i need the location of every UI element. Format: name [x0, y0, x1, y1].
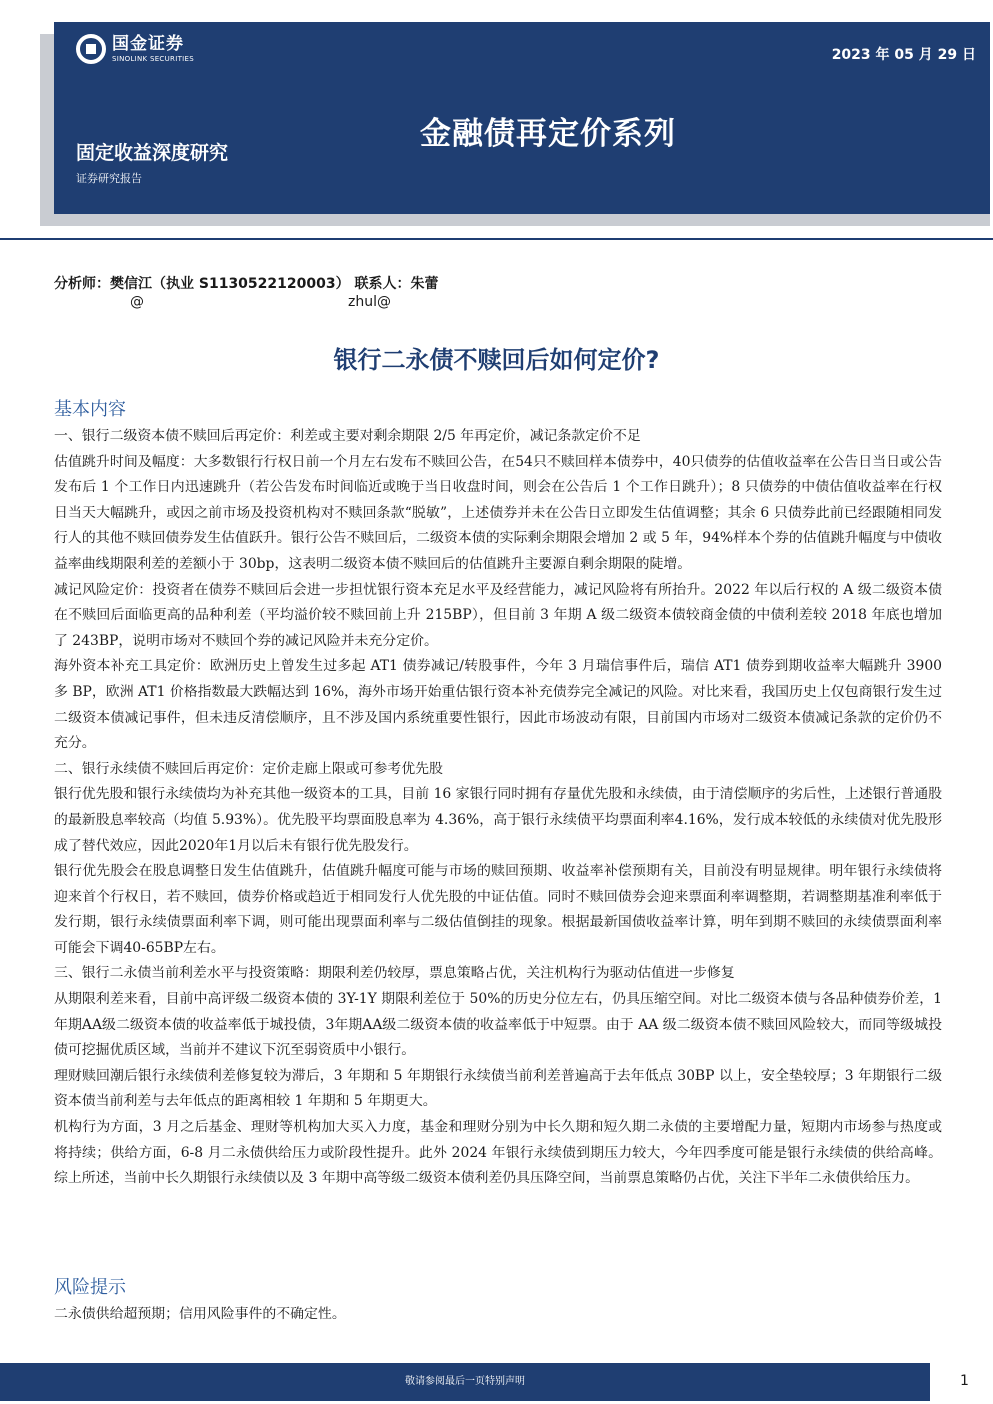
logo-text — [112, 33, 194, 63]
report-type: 证券研究报告 — [76, 172, 142, 185]
main-title: 银行二永债不赎回后如何定价? — [333, 346, 660, 374]
page-number: 1 — [960, 1373, 969, 1389]
report-date: 2023 年 05 月 29 日 — [831, 47, 976, 63]
body-paragraph: 银行优先股和银行永续债均为补充其他一级资本的工具，目前 16 家银行同时拥有存量优先股和永续债，由于清偿顺序的劣后性，上述银行普通股的最新股息率较高（均值 5.93%）。优先股平均票面股息率为 4.36%，高于银行永续债平均票面利率4.16%，发行成本较低的永续债对优先股形成了替代效应，因此2020年1月以后未有银行优先股发行。 — [54, 786, 942, 854]
body-paragraph: 从期限利差来看，目前中高评级二级资本债的 3Y-1Y 期限利差位于 50%的历史分位左右，仍具压缩空间。对比二级资本债与各品种债券价差，1年期AA级二级资本债的收益率低于城投债，3年期AA级二级资本债的收益率低于中短票。由于 AA 级二级资本债不赎回风险较大，而同等级城投债可挖掘优质区域，当前并不建议下沉至弱资质中小银行。 — [54, 991, 942, 1059]
report-category: 固定收益深度研究 — [76, 142, 229, 164]
analyst-line: 分析师：樊信江（执业 S1130522120003） 联系人：朱蕾 — [54, 276, 439, 292]
sinolink-logo-icon — [76, 34, 106, 64]
logo-cn: 国金证券 — [112, 33, 184, 54]
analyst-email[interactable]: @ — [130, 294, 144, 310]
body-paragraph: 银行优先股会在股息调整日发生估值跳升，估值跳升幅度可能与市场的赎回预期、收益率补偿预期有关，目前没有明显规律。明年银行永续债将迎来首个行权日，若不赎回，债券价格或趋近于相同发行人优先股的中证估值。同时不赎回债券会迎来票面利率调整期，若调整期基准利率低于发行期，银行永续债票面利率下调，则可能出现票面利率与二级估值倒挂的现象。根据最新国债收益率计算，明年到期不赎回的永续债票面利率可能会下调40-65BP左右。 — [54, 863, 942, 956]
report-body — [54, 424, 942, 1192]
series-title: 金融债再定价系列 — [420, 116, 676, 152]
company-logo — [76, 34, 194, 64]
section-heading-risk: 风险提示 — [54, 1277, 126, 1298]
body-paragraph: 减记风险定价：投资者在债券不赎回后会进一步担忧银行资本充足水平及经营能力，减记风险将有所抬升。2022 年以后行权的 A 级二级资本债在不赎回后面临更高的品种利差（平均溢价较不赎回前上升 215BP），但目前 3 年期 A 级二级资本债较商金债的中债利差较 2018 年底也增加了 243BP，说明市场对不赎回个券的减记风险并未充分定价。 — [54, 581, 942, 649]
body-paragraph: 二、银行永续债不赎回后再定价：定价走廊上限或可参考优先股 — [54, 760, 443, 777]
footer-disclaimer: 敬请参阅最后一页特别声明 — [0, 1363, 930, 1401]
logo-en: SINOLINK SECURITIES — [112, 54, 194, 63]
body-paragraph: 机构行为方面，3 月之后基金、理财等机构加大买入力度，基金和理财分别为中长久期和短久期二永债的主要增配力量，短期内市场参与热度或将持续；供给方面，6-8 月二永债供给压力或阶段性提升。此外 2024 年银行永续债到期压力较大，今年四季度可能是银行永续债的供给高峰。综上所述，当前中长久期银行永续债以及 3 年期中高等级二级资本债利差仍具压降空间，当前票息策略仍占优，关注下半年二永债供给压力。 — [54, 1119, 942, 1187]
body-paragraph: 理财赎回潮后银行永续债利差修复较为滞后，3 年期和 5 年期银行永续债当前利差普遍高于去年低点 30BP 以上，安全垫较厚；3 年期银行二级资本债当前利差与去年低点的距离相较 1 年期和 5 年期更大。 — [54, 1067, 942, 1110]
contact-email[interactable]: zhul@ — [348, 294, 391, 310]
risk-text: 二永债供给超预期；信用风险事件的不确定性。 — [54, 1306, 346, 1322]
section-heading-basic: 基本内容 — [54, 399, 126, 420]
body-paragraph: 估值跳升时间及幅度：大多数银行行权日前一个月左右发布不赎回公告，在54只不赎回样本债券中，40只债券的估值收益率在公告日当日或公告发布后 1 个工作日内迅速跳升（若公告发布时间临近或晚于当日收盘时间，则会在公告后 1 个工作日跳升）；8 只债券的中债估值收益率在行权日当天大幅跳升，或因之前市场及投资机构对不赎回条款“脱敏”，上述债券并未在公告日立即发生估值调整；其余 6 只债券此前已经跟随相同发行人的其他不赎回债券发生估值跃升。银行公告不赎回后，二级资本债的实际剩余期限会增加 2 或 5 年，94%样本个券的估值跳升幅度与中债收益率曲线期限利差的差额小于 30bp，这表明二级资本债不赎回后的估值跳升主要源自剩余期限的陡增。 — [54, 453, 942, 572]
body-paragraph: 三、银行二永债当前利差水平与投资策略：期限利差仍较厚，票息策略占优，关注机构行为驱动估值进一步修复 — [54, 965, 735, 982]
body-paragraph: 海外资本补充工具定价：欧洲历史上曾发生过多起 AT1 债券减记/转股事件，今年 3 月瑞信事件后，瑞信 AT1 债券到期收益率大幅跳升 3900 多 BP，欧洲 AT1 价格指数最大跌幅达到 16%，海外市场开始重估银行资本补充债券完全减记的风险。对比来看，我国历史上仅包商银行发生过二级资本债减记事件，但未违反清偿顺序，且不涉及国内系统重要性银行，因此市场波动有限，目前国内市场对二级资本债减记条款的定价仍不充分。 — [54, 658, 942, 752]
report-header — [54, 22, 990, 214]
header-rule — [0, 238, 993, 240]
body-paragraph: 一、银行二级资本债不赎回后再定价：利差或主要对剩余期限 2/5 年再定价，减记条款定价不足 — [54, 428, 641, 444]
